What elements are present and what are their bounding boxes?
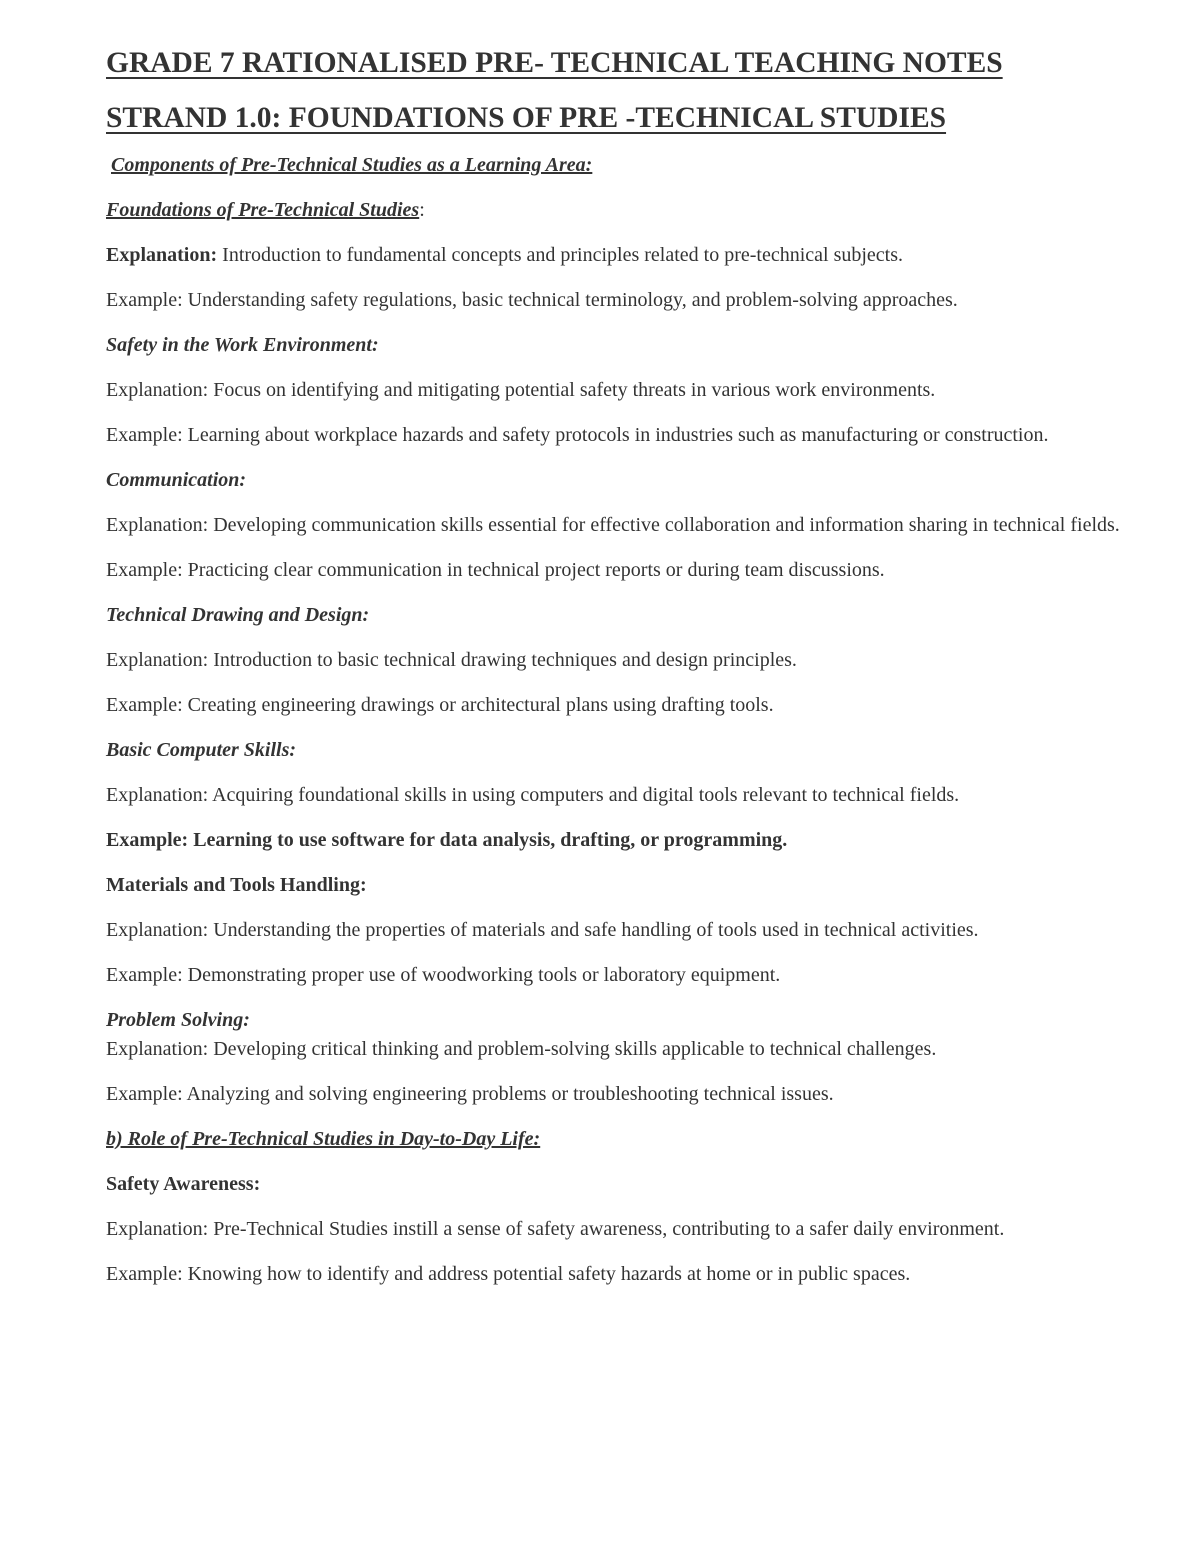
safety-work-explanation: Explanation: Focus on identifying and mitigating potential safety threats in various work environments. bbox=[106, 379, 936, 401]
computer-heading: Basic Computer Skills: bbox=[106, 739, 297, 761]
problem-example: Example: Analyzing and solving engineering problems or troubleshooting technical issues. bbox=[106, 1083, 834, 1105]
computer-explanation: Explanation: Acquiring foundational skills in using computers and digital tools relevant to technical fields. bbox=[106, 784, 960, 806]
explanation-label: Explanation: bbox=[106, 244, 218, 266]
communication-explanation: Explanation: Developing communication skills essential for effective collaboration and information sharing in technical fields. bbox=[106, 514, 1120, 536]
explanation-text: Introduction to fundamental concepts and principles related to pre-technical subjects. bbox=[217, 244, 904, 266]
strand-title: STRAND 1.0: FOUNDATIONS OF PRE -TECHNICAL STUDIES bbox=[106, 102, 947, 134]
safety-work-heading: Safety in the Work Environment: bbox=[106, 334, 379, 356]
components-heading: Components of Pre-Technical Studies as a Learning Area: bbox=[111, 154, 593, 176]
foundations-explanation bbox=[106, 241, 1120, 270]
safety-awareness-explanation: Explanation: Pre-Technical Studies instill a sense of safety awareness, contributing to a safer daily environment. bbox=[106, 1218, 1005, 1240]
materials-example: Example: Demonstrating proper use of woodworking tools or laboratory equipment. bbox=[106, 964, 781, 986]
foundations-example: Example: Understanding safety regulations, basic technical terminology, and problem-solving approaches. bbox=[106, 289, 958, 311]
drawing-example: Example: Creating engineering drawings or architectural plans using drafting tools. bbox=[106, 694, 774, 716]
safety-work-example: Example: Learning about workplace hazards and safety protocols in industries such as manufacturing or construction. bbox=[106, 424, 1049, 446]
problem-explanation: Explanation: Developing critical thinking and problem-solving skills applicable to technical challenges. bbox=[106, 1038, 937, 1060]
foundations-heading-colon: : bbox=[419, 199, 425, 221]
communication-heading: Communication: bbox=[106, 469, 247, 491]
materials-explanation: Explanation: Understanding the properties of materials and safe handling of tools used in technical activities. bbox=[106, 919, 979, 941]
drawing-explanation: Explanation: Introduction to basic technical drawing techniques and design principles. bbox=[106, 649, 797, 671]
communication-example: Example: Practicing clear communication in technical project reports or during team discussions. bbox=[106, 559, 885, 581]
computer-example: Example: Learning to use software for data analysis, drafting, or programming. bbox=[106, 829, 788, 851]
safety-awareness-heading: Safety Awareness: bbox=[106, 1173, 261, 1195]
document-title: GRADE 7 RATIONALISED PRE- TECHNICAL TEACHING NOTES bbox=[106, 47, 1003, 79]
drawing-heading: Technical Drawing and Design: bbox=[106, 604, 370, 626]
role-heading: b) Role of Pre-Technical Studies in Day-to-Day Life: bbox=[106, 1128, 541, 1150]
safety-awareness-example: Example: Knowing how to identify and address potential safety hazards at home or in public spaces. bbox=[106, 1263, 911, 1285]
materials-heading: Materials and Tools Handling: bbox=[106, 874, 367, 896]
foundations-heading-text: Foundations of Pre-Technical Studies bbox=[106, 199, 420, 221]
foundations-heading bbox=[106, 196, 1120, 225]
problem-heading: Problem Solving: bbox=[106, 1009, 250, 1031]
